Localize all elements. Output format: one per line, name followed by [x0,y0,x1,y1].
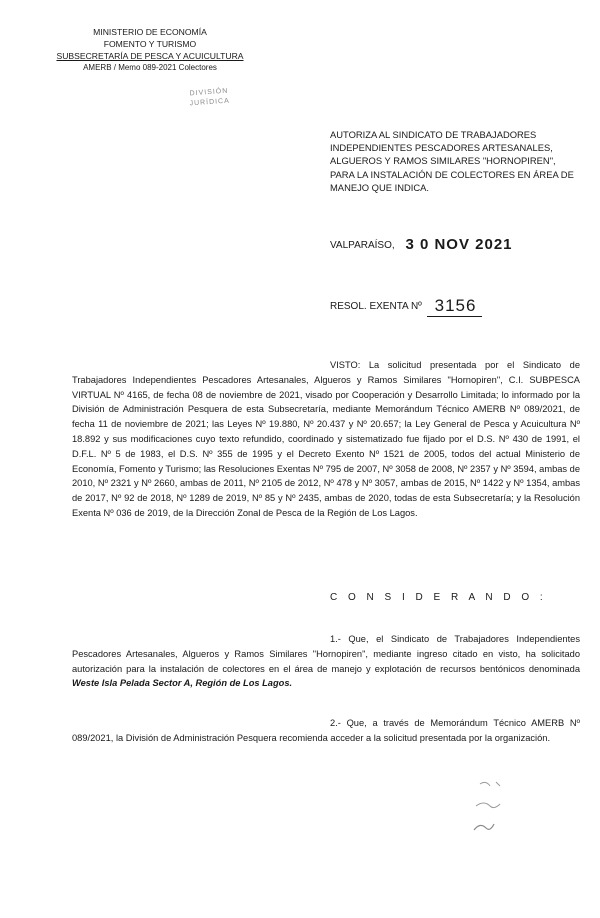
signature-initials-mark [466,776,526,838]
header-reference: AMERB / Memo 089-2021 Colectores [83,63,217,72]
resolution-number [330,296,590,317]
visto-paragraph [72,358,580,521]
ministry-header [50,26,250,74]
date-stamp: 3 0 NOV 2021 [405,236,513,253]
place-and-date [330,236,590,253]
division-stamp [159,85,261,130]
considerando-item-1-text: 1.- Que, el Sindicato de Trabajadores Independientes Pescadores Artesanales, Algueros y Ramos Similares "Hornopiren", mediante ingreso citado en visto, ha solicitado autorización para la instalación de colectores en el área de manejo y explotación de recursos bentónicos denominada [72,634,580,674]
stamp-line-1: DIVISIÓN [189,87,229,98]
visto-label: VISTO: [330,360,361,370]
stamp-line-2: JURÍDICA [189,97,231,108]
considerando-heading: C O N S I D E R A N D O : [330,592,547,603]
considerando-item-2: 2.- Que, a través de Memorándum Técnico AMERB Nº 089/2021, la División de Administración Pesquera recomienda acceder a la solicitud presentada por la organización. [72,718,580,743]
considerando-item-1-area: Weste Isla Pelada Sector A, Región de Los Lagos. [72,678,293,689]
header-ministry-area: FOMENTO Y TURISMO [103,39,197,49]
header-ministry: MINISTERIO DE ECONOMÍA [93,27,207,37]
resolution-title: AUTORIZA AL SINDICATO DE TRABAJADORES INDEPENDIENTES PESCADORES ARTESANALES, ALGUEROS Y RAMOS SIMILARES "HORNOPIREN", PARA LA INSTALACIÓN DE COLECTORES EN ÁREA DE MANEJO QUE INDICA. [330,129,574,193]
considerando-item-1 [72,632,580,691]
resolution-number-value: 3156 [427,296,483,317]
header-undersecretariat: SUBSECRETARÍA DE PESCA Y ACUICULTURA [56,51,244,61]
resolution-label: RESOL. EXENTA Nº [330,301,422,312]
city-label: VALPARAÍSO, [330,240,395,251]
visto-text: La solicitud presentada por el Sindicato de Trabajadores Independientes Pescadores Artesanales, Algueros y Ramos Similares "Hornopiren", C.I. SUBPESCA VIRTUAL Nº 4165, de fecha 08 de noviembre de 2021, visado por Cooperación y Desarrollo Limitada; lo informado por la División de Administración Pesquera de esta Subsecretaría, mediante Memorándum Técnico AMERB Nº 089/2021, de fecha 11 de noviembre de 2021; las Leyes Nº 19.880, Nº 20.437 y Nº 20.657; la Ley General de Pesca y Acuicultura Nº 18.892 y sus modificaciones cuyo texto refundido, coordinado y sistematizado fue fijado por el D.S. Nº 430 de 1991, el D.F.L. Nº 5 de 1983, el D.S. Nº 355 de 1995 y el Decreto Exento Nº 1521 de 2005, todos del actual Ministerio de Economía, Fomento y Turismo; las Resoluciones Exentas Nº 795 de 2007, Nº 3058 de 2008, Nº 2357 y Nº 3594, ambas de 2010, Nº 2321 y Nº 2660, ambas de 2011, Nº 2105 de 2012, Nº 478 y Nº 3057, ambas de 2015, Nº 1422 y Nº 1354, ambas de 2017, Nº 92 de 2018, Nº 1289 de 2019, Nº 85 y Nº 2435, ambas de 2020, todas de esta Subsecretaría; y la Resolución Exenta Nº 036 de 2019, de la Dirección Zonal de Pesca de la Región de Los Lagos. [72,360,580,518]
